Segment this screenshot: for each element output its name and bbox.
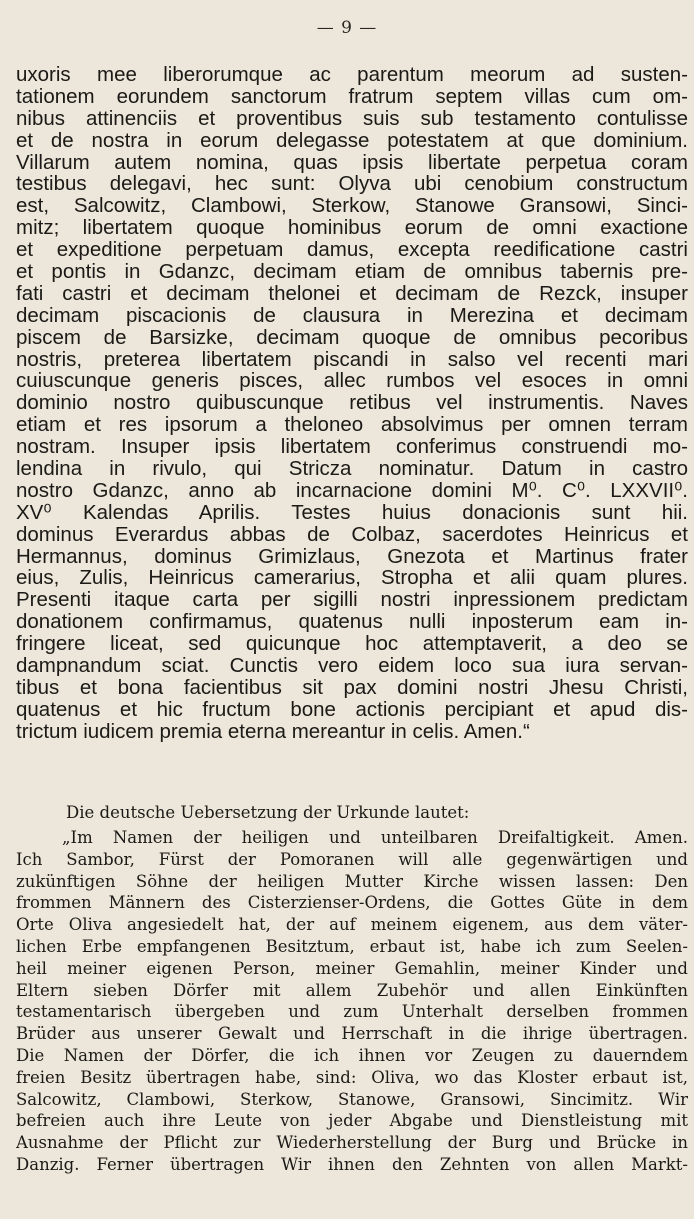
text-line: donationem confirmamus, quatenus nulli inposterum eam in- (16, 611, 688, 634)
text-line: zukünftigen Söhne der heiligen Mutter Kirche wissen lassen: Den (16, 871, 688, 891)
text-line: nostram. Insuper ipsis libertatem conferimus construendi mo- (16, 436, 688, 459)
latin-charter-text (16, 64, 688, 743)
text-line: piscem de Barsizke, decimam quoque de omnibus pecoribus (16, 326, 688, 349)
text-line: quatenus et hic fructum bone actionis percipiant et apud dis- (16, 698, 688, 721)
text-line: fati castri et decimam thelonei et decimam de Rezck, insuper (16, 282, 688, 305)
text-line: Ich Sambor, Fürst der Pomoranen will alle gegenwärtigen und (16, 849, 688, 869)
text-line: et pontis in Gdanzc, decimam etiam de omnibus tabernis pre- (16, 261, 688, 283)
text-line: testamentarisch übergeben und zum Unterhalt derselben frommen (16, 1002, 688, 1022)
text-line: trictum iudicem premia eterna mereantur in celis. Amen.“ (16, 720, 530, 743)
text-line: Die Namen der Dörfer, die ich ihnen vor Zeugen zu dauerndem (16, 1045, 688, 1065)
text-line: cuiuscunque generis pisces, allec rumbos vel esoces in omni (16, 370, 688, 393)
text-line: etiam et res ipsorum a theloneo absolvimus per omnen terram (16, 414, 688, 437)
text-line: nostris, preterea libertatem piscandi in salso vel recenti mari (16, 348, 688, 371)
text-line: dominus Everardus abbas de Colbaz, sacerdotes Heinricus et (16, 523, 688, 546)
text-line: freien Besitz übertragen habe, sind: Oliva, wo das Kloster erbaut ist, (16, 1067, 688, 1087)
text-line: est, Salcowitz, Clambowi, Sterkow, Stanowe Gransowi, Sinci- (16, 195, 688, 218)
text-line: XV⁰ Kalendas Aprilis. Testes huius donacionis sunt hii. (16, 501, 688, 524)
text-line: mitz; libertatem quoque hominibus eorum de omni exactione (16, 217, 688, 240)
text-line: „Im Namen der heiligen und unteilbaren Dreifaltigkeit. Amen. (62, 828, 688, 847)
text-line: nibus attinenciis et proventibus suis sub testamento contulisse (16, 107, 688, 130)
german-translation-text (16, 827, 688, 1176)
text-line: Eltern sieben Dörfer mit allem Zubehör und allen Einkünften (16, 980, 688, 1000)
text-line: heil meiner eigenen Person, meiner Gemahlin, meiner Kinder und (16, 958, 688, 978)
text-line: Presenti itaque carta per sigilli nostri inpressionem predictam (16, 589, 688, 612)
text-line: Ausnahme der Pflicht zur Wiederherstellung der Burg und Brücke in (16, 1133, 688, 1153)
text-line: nostro Gdanzc, anno ab incarnacione domini M⁰. C⁰. LXXVII⁰. (16, 479, 688, 502)
text-line: et de nostra in eorum delegasse potestatem at que dominium. (16, 129, 688, 152)
text-line: fringere liceat, sed quicunque hoc attemptaverit, a deo se (16, 633, 688, 656)
text-line: frommen Männern des Cisterzienser-Ordens, die Gottes Güte in dem (16, 893, 688, 913)
page-number: — 9 — (316, 18, 378, 38)
text-line: uxoris mee liberorumque ac parentum meorum ad susten- (16, 64, 688, 86)
text-line: Hermannus, dominus Grimizlaus, Gnezota et Martinus frater (16, 545, 688, 568)
text-line: et expeditione perpetuam damus, excepta reedificatione castri (16, 239, 688, 262)
text-line: lendina in rivulo, qui Stricza nominatur. Datum in castro (16, 458, 688, 480)
text-line: eius, Zulis, Heinricus camerarius, Stropha et alii quam plures. (16, 567, 688, 590)
text-line: testibus delegavi, hec sunt: Olyva ubi cenobium constructum (16, 173, 688, 196)
text-line: decimam piscacionis de clausura in Merezina et decimam (16, 304, 688, 327)
text-line: befreien auch ihre Leute von jeder Abgabe und Dienstleistung mit (16, 1111, 688, 1131)
text-line: lichen Erbe empfangenen Besitztum, erbaut ist, habe ich zum Seelen- (16, 936, 688, 956)
text-line: Orte Oliva angesiedelt hat, der auf meinem eigenem, aus dem väter- (16, 915, 688, 935)
text-line: dominio nostro quibuscunque retibus vel instrumentis. Naves (16, 392, 688, 415)
text-line: Salcowitz, Clambowi, Sterkow, Stanowe, Gransowi, Sincimitz. Wir (16, 1089, 688, 1109)
text-line: Brüder aus unserer Gewalt und Herrschaft in die ihrige übertragen. (16, 1024, 688, 1044)
text-line: dampnandum sciat. Cunctis vero eidem loco sua iura servan- (16, 655, 688, 677)
text-line: Villarum autem nomina, quas ipsis libertate perpetua coram (16, 151, 688, 174)
translation-heading: Die deutsche Uebersetzung der Urkunde lautet: (66, 803, 470, 822)
text-line: Danzig. Ferner übertragen Wir ihnen den Zehnten von allen Markt- (16, 1154, 688, 1174)
text-line: tationem eorundem sanctorum fratrum septem villas cum om- (16, 85, 688, 108)
text-line: tibus et bona facientibus sit pax domini nostri Jhesu Christi, (16, 676, 688, 699)
